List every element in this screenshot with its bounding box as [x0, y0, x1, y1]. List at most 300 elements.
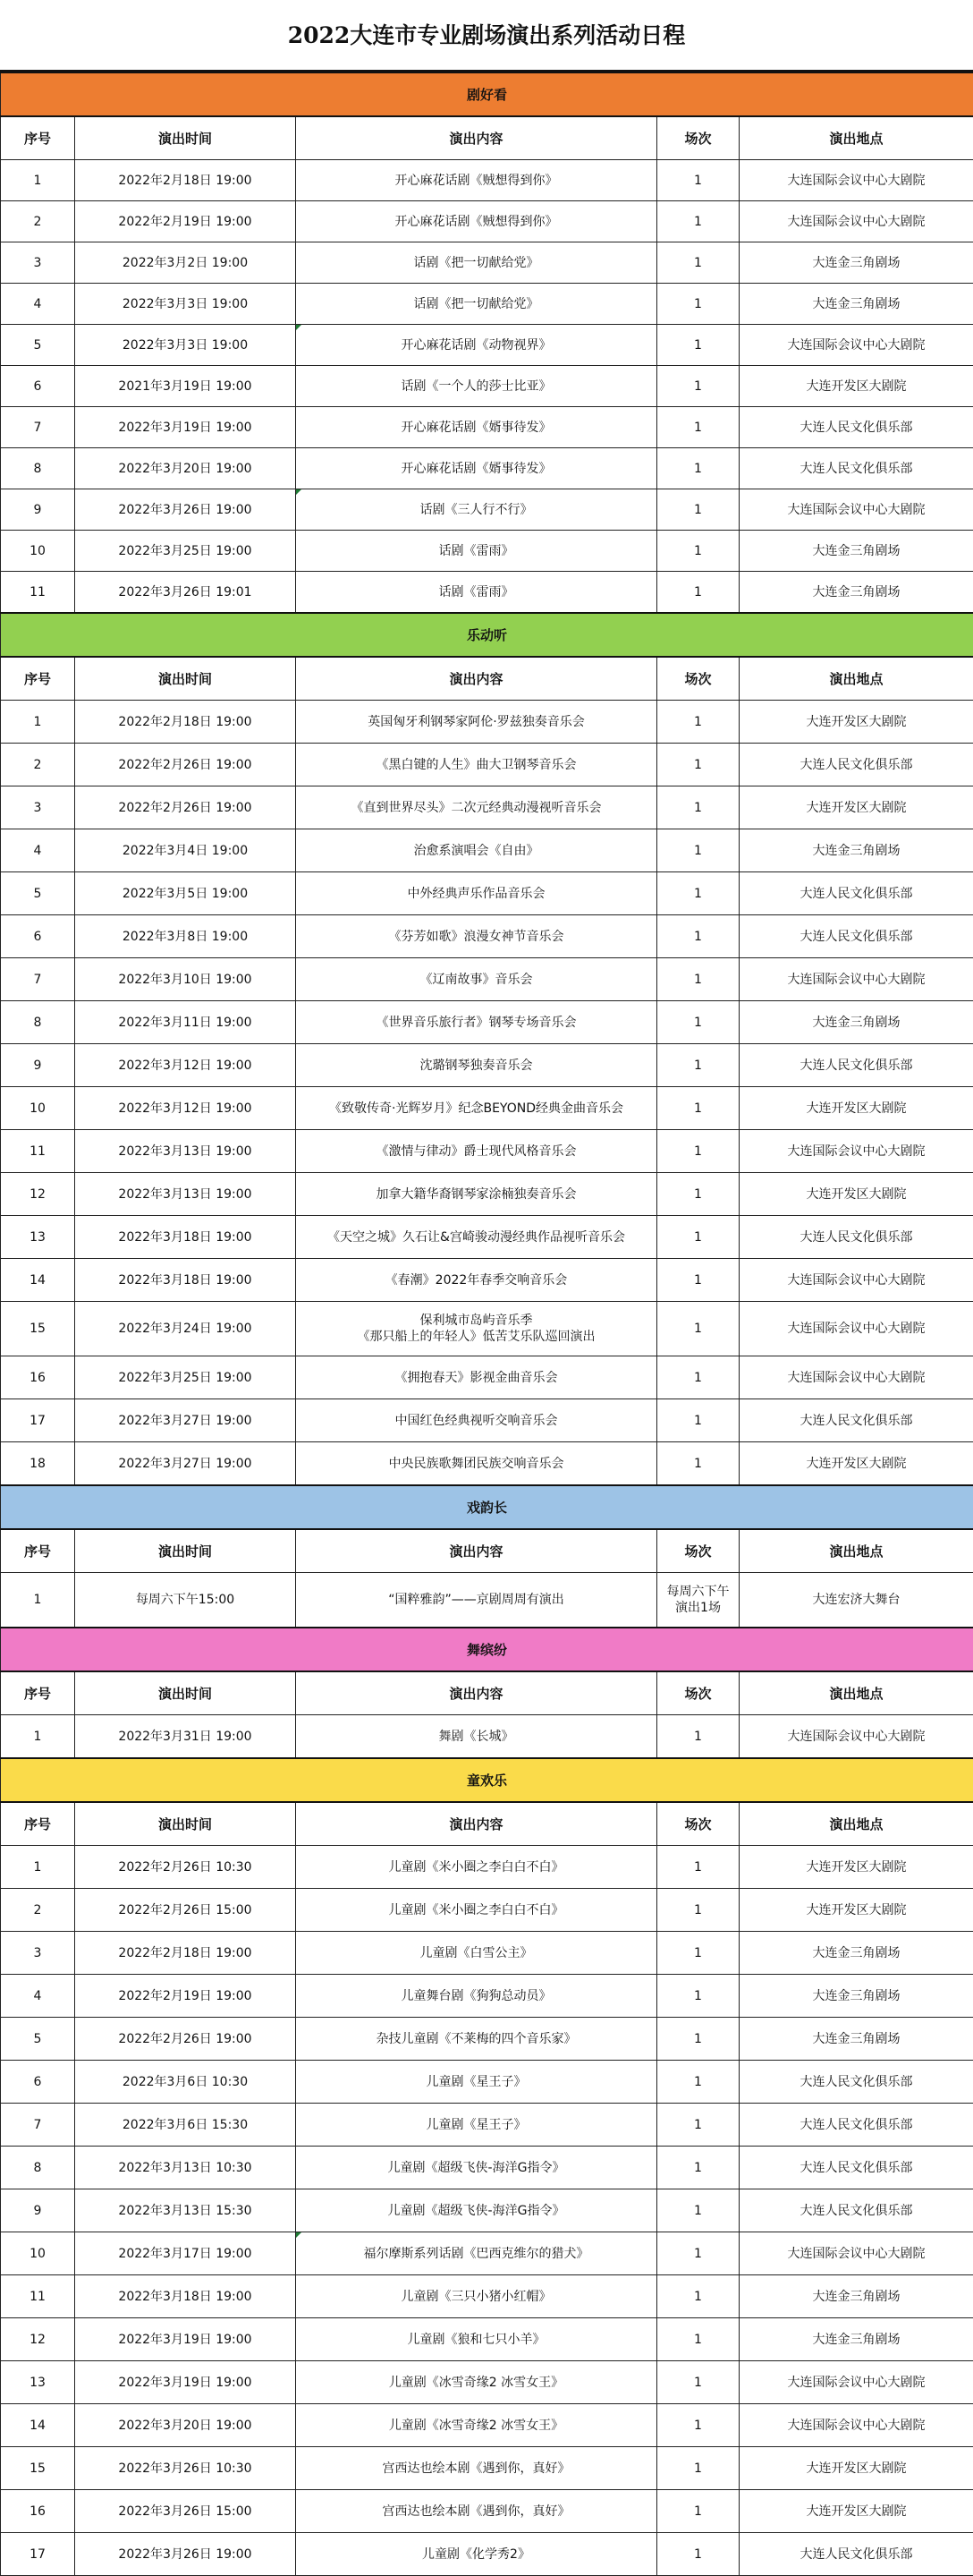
cell-text: 1 — [694, 1187, 702, 1202]
cell-time — [75, 1302, 296, 1356]
cell-seq — [1, 1975, 75, 2018]
cell-text: 大连开发区大剧院 — [807, 801, 907, 815]
cell-text: 2 — [34, 758, 42, 772]
table-row — [1, 572, 973, 614]
cell-count — [657, 2361, 740, 2404]
cell-text: 1 — [694, 1230, 702, 1245]
cell-text: 话剧《把一切献给党》 — [414, 256, 539, 270]
cell-text: 大连人民文化俱乐部 — [800, 758, 913, 772]
cell-text: 4 — [34, 297, 42, 311]
cell-content — [296, 1975, 657, 2018]
cell-text: 儿童剧《冰雪奇缘2 冰雪女王》 — [389, 2376, 563, 2390]
table-row — [1, 872, 973, 915]
cell-count — [657, 531, 740, 572]
cell-text: 6 — [34, 930, 42, 944]
cell-time — [75, 1715, 296, 1759]
cell-count — [657, 2061, 740, 2104]
cell-text: 大连金三角剧场 — [813, 1946, 901, 1960]
cell-count — [657, 489, 740, 531]
cell-text: 2022年3月11日 19:00 — [118, 1016, 251, 1030]
cell-content — [296, 407, 657, 448]
cell-text: 中外经典声乐作品音乐会 — [408, 887, 546, 901]
cell-text: 话剧《一个人的莎士比亚》 — [402, 379, 552, 394]
cell-text: 14 — [30, 2419, 46, 2433]
table-row — [1, 2147, 973, 2189]
cell-text: 《直到世界尽头》二次元经典动漫视听音乐会 — [351, 801, 602, 815]
column-header-content: 演出内容 — [296, 1529, 657, 1573]
cell-text: 大连人民文化俱乐部 — [800, 2075, 913, 2089]
cell-time — [75, 829, 296, 872]
cell-text: 5 — [34, 887, 42, 901]
cell-text: 《激情与律动》爵士现代风格音乐会 — [377, 1144, 577, 1159]
cell-text: 《黑白键的人生》曲大卫钢琴音乐会 — [377, 758, 577, 772]
column-header-count: 场次 — [657, 657, 740, 701]
cell-text: “国粹雅韵”——京剧周周有演出 — [388, 1593, 564, 1607]
table-row — [1, 1302, 973, 1356]
cell-venue — [740, 872, 973, 915]
cell-text: 2022年3月26日 15:00 — [118, 2504, 251, 2519]
cell-content — [296, 160, 657, 201]
cell-text: 大连国际会议中心大剧院 — [788, 1144, 926, 1159]
cell-content — [296, 1442, 657, 1486]
cell-venue — [740, 1356, 973, 1399]
cell-text: 话剧《把一切献给党》 — [414, 297, 539, 311]
cell-count — [657, 1302, 740, 1356]
cell-text: 1 — [694, 1730, 702, 1744]
cell-content — [296, 2318, 657, 2361]
cell-seq — [1, 489, 75, 531]
cell-seq — [1, 1889, 75, 1932]
cell-count — [657, 2018, 740, 2061]
cell-seq — [1, 366, 75, 407]
cell-venue — [740, 2232, 973, 2275]
cell-text: 2022年3月26日 10:30 — [118, 2461, 251, 2476]
cell-content — [296, 2018, 657, 2061]
cell-text: 2022年2月19日 19:00 — [118, 215, 251, 229]
cell-text: 大连国际会议中心大剧院 — [788, 2376, 926, 2390]
cell-text: 儿童剧《化学秀2》 — [422, 2547, 530, 2562]
cell-venue — [740, 489, 973, 531]
cell-text: 儿童剧《米小圈之李白白不白》 — [389, 1903, 564, 1917]
cell-text: 2022年3月26日 19:01 — [118, 585, 251, 599]
cell-text: 《世界音乐旅行者》钢琴专场音乐会 — [377, 1016, 577, 1030]
section-band — [1, 613, 973, 657]
cell-venue — [740, 2490, 973, 2533]
cell-text: 儿童剧《星王子》 — [427, 2075, 527, 2089]
table-row — [1, 531, 973, 572]
cell-content — [296, 1044, 657, 1087]
table-row — [1, 1442, 973, 1486]
cell-count — [657, 1259, 740, 1302]
cell-text: 1 — [694, 930, 702, 944]
cell-text: 大连国际会议中心大剧院 — [788, 1273, 926, 1288]
table-row — [1, 2018, 973, 2061]
header-row — [1, 657, 973, 701]
cell-seq — [1, 2490, 75, 2533]
cell-text: 8 — [34, 462, 42, 476]
cell-venue — [740, 1975, 973, 2018]
table-row — [1, 1044, 973, 1087]
cell-text: 2022年3月19日 19:00 — [118, 2333, 251, 2347]
cell-text: 2022年2月18日 19:00 — [118, 715, 251, 729]
cell-time — [75, 1087, 296, 1130]
cell-count — [657, 407, 740, 448]
cell-text: 2022年3月18日 19:00 — [118, 2290, 251, 2304]
cell-seq — [1, 531, 75, 572]
cell-time — [75, 2147, 296, 2189]
column-header-content: 演出内容 — [296, 1802, 657, 1846]
column-header-venue: 演出地点 — [740, 1529, 973, 1573]
table-row — [1, 489, 973, 531]
cell-content — [296, 2104, 657, 2147]
cell-seq — [1, 1846, 75, 1889]
cell-content — [296, 786, 657, 829]
table-row — [1, 958, 973, 1001]
cell-text: 3 — [34, 1946, 42, 1960]
cell-text: 2022年3月13日 19:00 — [118, 1187, 251, 1202]
cell-text: 1 — [694, 2504, 702, 2519]
cell-content — [296, 284, 657, 325]
cell-text: 2022年3月6日 15:30 — [123, 2118, 248, 2132]
cell-text: 1 — [694, 1371, 702, 1385]
cell-venue — [740, 325, 973, 366]
cell-text: 15 — [30, 1322, 46, 1336]
cell-text: 宫西达也绘本剧《遇到你，真好》 — [383, 2461, 571, 2476]
cell-text: 17 — [30, 1414, 46, 1428]
cell-count — [657, 1044, 740, 1087]
cell-text: 5 — [34, 2032, 42, 2046]
cell-seq — [1, 2533, 75, 2576]
cell-text: 1 — [694, 2032, 702, 2046]
cell-time — [75, 448, 296, 489]
cell-content — [296, 872, 657, 915]
section-band — [1, 1485, 973, 1529]
cell-time — [75, 1932, 296, 1975]
cell-time — [75, 2104, 296, 2147]
cell-text: 2022年2月26日 19:00 — [118, 801, 251, 815]
cell-text: 9 — [34, 2204, 42, 2218]
cell-text: 1 — [694, 887, 702, 901]
cell-venue — [740, 407, 973, 448]
cell-text: 1 — [694, 1016, 702, 1030]
cell-text: 8 — [34, 1016, 42, 1030]
cell-venue — [740, 744, 973, 786]
column-header-time: 演出时间 — [75, 1671, 296, 1715]
cell-content — [296, 1356, 657, 1399]
cell-text: 大连国际会议中心大剧院 — [788, 1730, 926, 1744]
cell-content — [296, 701, 657, 744]
cell-seq — [1, 701, 75, 744]
cell-text: 大连人民文化俱乐部 — [800, 930, 913, 944]
column-header-content: 演出内容 — [296, 116, 657, 160]
section-title: 戏韵长 — [1, 1485, 973, 1529]
cell-seq — [1, 1259, 75, 1302]
cell-text: 《辽南故事》音乐会 — [420, 973, 533, 987]
cell-venue — [740, 2275, 973, 2318]
cell-time — [75, 489, 296, 531]
cell-venue — [740, 829, 973, 872]
cell-count — [657, 1975, 740, 2018]
cell-venue — [740, 1044, 973, 1087]
cell-text: 1 — [694, 2075, 702, 2089]
cell-venue — [740, 2104, 973, 2147]
table-row — [1, 1975, 973, 2018]
header-row — [1, 1671, 973, 1715]
cell-text: 1 — [694, 801, 702, 815]
cell-content — [296, 1399, 657, 1442]
table-row — [1, 1846, 973, 1889]
cell-seq — [1, 2275, 75, 2318]
cell-content — [296, 958, 657, 1001]
cell-text: 宫西达也绘本剧《遇到你，真好》 — [383, 2504, 571, 2519]
cell-content — [296, 1932, 657, 1975]
cell-text: 18 — [30, 1457, 46, 1471]
cell-text: 2022年3月18日 19:00 — [118, 1273, 251, 1288]
cell-venue — [740, 1087, 973, 1130]
cell-text: 2022年3月3日 19:00 — [123, 297, 248, 311]
cell-line: 每周六下午 — [661, 1584, 735, 1600]
cell-text: 大连金三角剧场 — [813, 2290, 901, 2304]
cell-content — [296, 1846, 657, 1889]
cell-text: 2 — [34, 215, 42, 229]
cell-text: 大连国际会议中心大剧院 — [788, 1371, 926, 1385]
cell-text: 1 — [694, 1903, 702, 1917]
cell-text: 2022年3月26日 19:00 — [118, 503, 251, 517]
table-row — [1, 2061, 973, 2104]
cell-time — [75, 2275, 296, 2318]
cell-text: 话剧《三人行不行》 — [420, 503, 533, 517]
table-row — [1, 1259, 973, 1302]
cell-seq — [1, 2189, 75, 2232]
cell-content — [296, 1130, 657, 1173]
cell-time — [75, 2361, 296, 2404]
cell-text: 13 — [30, 2376, 46, 2390]
table-row — [1, 1356, 973, 1399]
cell-time — [75, 572, 296, 614]
cell-text: 1 — [694, 503, 702, 517]
cell-text: 7 — [34, 2118, 42, 2132]
cell-text: 2022年3月8日 19:00 — [123, 930, 248, 944]
column-header-seq: 序号 — [1, 116, 75, 160]
cell-text: 1 — [694, 2290, 702, 2304]
cell-text: 2022年2月18日 19:00 — [118, 1946, 251, 1960]
cell-text: 1 — [34, 1860, 42, 1875]
cell-seq — [1, 284, 75, 325]
cell-text: 1 — [694, 379, 702, 394]
cell-text: 3 — [34, 801, 42, 815]
cell-time — [75, 531, 296, 572]
header-row — [1, 116, 973, 160]
cell-text: 大连人民文化俱乐部 — [800, 1058, 913, 1073]
cell-text: 《天空之城》久石让&宫崎骏动漫经典作品视听音乐会 — [327, 1230, 625, 1245]
table-row — [1, 829, 973, 872]
cell-text: 8 — [34, 2161, 42, 2175]
cell-content — [296, 2361, 657, 2404]
cell-seq — [1, 2061, 75, 2104]
cell-text: 儿童舞台剧《狗狗总动员》 — [402, 1989, 552, 2003]
cell-text: 15 — [30, 2461, 46, 2476]
cell-text: 大连国际会议中心大剧院 — [788, 503, 926, 517]
cell-time — [75, 1216, 296, 1259]
cell-text: 7 — [34, 421, 42, 435]
cell-count — [657, 1932, 740, 1975]
cell-venue — [740, 1130, 973, 1173]
cell-text: 大连宏济大舞台 — [813, 1593, 901, 1607]
table-row — [1, 1889, 973, 1932]
cell-text: 儿童剧《星王子》 — [427, 2118, 527, 2132]
cell-text: 10 — [30, 544, 46, 558]
cell-text: 沈璐钢琴独奏音乐会 — [420, 1058, 533, 1073]
cell-seq — [1, 2018, 75, 2061]
cell-venue — [740, 2018, 973, 2061]
cell-text: 10 — [30, 2247, 46, 2261]
table-row — [1, 284, 973, 325]
table-row — [1, 2275, 973, 2318]
cell-text: 中央民族歌舞团民族交响音乐会 — [389, 1457, 564, 1471]
cell-text: 开心麻花话剧《动物视界》 — [402, 338, 552, 353]
table-row — [1, 2490, 973, 2533]
section-band — [1, 1628, 973, 1671]
cell-text: 大连开发区大剧院 — [807, 2504, 907, 2519]
cell-content — [296, 242, 657, 284]
cell-content — [296, 1087, 657, 1130]
cell-text: 大连开发区大剧院 — [807, 715, 907, 729]
cell-content — [296, 2189, 657, 2232]
cell-seq — [1, 1216, 75, 1259]
cell-text: 1 — [694, 1414, 702, 1428]
cell-text: 6 — [34, 2075, 42, 2089]
cell-text: 大连人民文化俱乐部 — [800, 421, 913, 435]
cell-seq — [1, 2147, 75, 2189]
section-title: 乐动听 — [1, 613, 973, 657]
cell-text: 大连人民文化俱乐部 — [800, 2547, 913, 2562]
column-header-venue: 演出地点 — [740, 1671, 973, 1715]
cell-time — [75, 2189, 296, 2232]
section-band — [1, 1758, 973, 1802]
table-row — [1, 2447, 973, 2490]
table-row — [1, 2404, 973, 2447]
table-row — [1, 1573, 973, 1628]
cell-seq — [1, 2404, 75, 2447]
cell-count — [657, 1399, 740, 1442]
table-row — [1, 2318, 973, 2361]
cell-text: 11 — [30, 585, 46, 599]
cell-content — [296, 1715, 657, 1759]
cell-text: 大连金三角剧场 — [813, 2333, 901, 2347]
cell-text: 2022年3月20日 19:00 — [118, 2419, 251, 2433]
cell-text: 1 — [694, 2161, 702, 2175]
table-row — [1, 201, 973, 242]
cell-line: 《那只船上的年轻人》低苦艾乐队巡回演出 — [300, 1329, 653, 1345]
cell-seq — [1, 2232, 75, 2275]
cell-line: 保利城市岛屿音乐季 — [300, 1313, 653, 1329]
table-row — [1, 2232, 973, 2275]
cell-text: 16 — [30, 2504, 46, 2519]
cell-text: 1 — [694, 1144, 702, 1159]
cell-count — [657, 1715, 740, 1759]
cell-text: 儿童剧《狼和七只小羊》 — [408, 2333, 546, 2347]
cell-time — [75, 407, 296, 448]
column-header-venue: 演出地点 — [740, 116, 973, 160]
table-row — [1, 744, 973, 786]
cell-venue — [740, 2189, 973, 2232]
cell-seq — [1, 958, 75, 1001]
cell-seq — [1, 1001, 75, 1044]
cell-count — [657, 1001, 740, 1044]
table-row — [1, 160, 973, 201]
table-row — [1, 1932, 973, 1975]
cell-text: 2022年3月4日 19:00 — [123, 844, 248, 858]
cell-seq — [1, 1087, 75, 1130]
cell-content — [296, 2404, 657, 2447]
cell-text: 2022年3月10日 19:00 — [118, 973, 251, 987]
cell-seq — [1, 829, 75, 872]
cell-text: 大连国际会议中心大剧院 — [788, 1322, 926, 1336]
cell-seq — [1, 1399, 75, 1442]
cell-text: 大连人民文化俱乐部 — [800, 1230, 913, 1245]
cell-count — [657, 572, 740, 614]
cell-text: 儿童剧《超级飞侠-海洋G指令》 — [388, 2161, 565, 2175]
cell-text: 《拥抱春天》影视金曲音乐会 — [395, 1371, 558, 1385]
cell-text: 1 — [694, 1322, 702, 1336]
table-row — [1, 2533, 973, 2576]
cell-time — [75, 1846, 296, 1889]
cell-count — [657, 744, 740, 786]
cell-seq — [1, 407, 75, 448]
cell-count — [657, 2447, 740, 2490]
cell-venue — [740, 366, 973, 407]
cell-seq — [1, 2361, 75, 2404]
cell-venue — [740, 160, 973, 201]
cell-text: 大连金三角剧场 — [813, 585, 901, 599]
cell-time — [75, 1573, 296, 1628]
cell-venue — [740, 2147, 973, 2189]
cell-venue — [740, 284, 973, 325]
cell-text: 1 — [694, 2204, 702, 2218]
cell-text: 儿童剧《超级飞侠-海洋G指令》 — [388, 2204, 565, 2218]
cell-venue — [740, 701, 973, 744]
column-header-content: 演出内容 — [296, 657, 657, 701]
table-row — [1, 1715, 973, 1759]
cell-text: 2022年3月3日 19:00 — [123, 338, 248, 353]
cell-text: 2022年2月26日 10:30 — [118, 1860, 251, 1875]
cell-text: 1 — [694, 544, 702, 558]
cell-seq — [1, 201, 75, 242]
cell-count — [657, 2189, 740, 2232]
cell-text: 儿童剧《三只小猪小红帽》 — [402, 2290, 552, 2304]
cell-text: 1 — [694, 585, 702, 599]
cell-text: 开心麻花话剧《贼想得到你》 — [395, 174, 558, 188]
cell-text: 1 — [34, 1593, 42, 1607]
cell-text: 2022年3月25日 19:00 — [118, 1371, 251, 1385]
cell-count — [657, 1087, 740, 1130]
cell-text: 12 — [30, 2333, 46, 2347]
cell-text: 2022年3月2日 19:00 — [123, 256, 248, 270]
table-row — [1, 407, 973, 448]
cell-text: 大连金三角剧场 — [813, 544, 901, 558]
cell-venue — [740, 2447, 973, 2490]
cell-time — [75, 1259, 296, 1302]
cell-text: 2022年3月17日 19:00 — [118, 2247, 251, 2261]
cell-text: 大连开发区大剧院 — [807, 1187, 907, 1202]
cell-venue — [740, 1001, 973, 1044]
cell-count — [657, 2533, 740, 2576]
cell-text: 大连开发区大剧院 — [807, 1101, 907, 1116]
cell-text: 每周六下午15:00 — [136, 1593, 234, 1607]
table-row — [1, 325, 973, 366]
cell-text: 大连金三角剧场 — [813, 297, 901, 311]
table-row — [1, 242, 973, 284]
